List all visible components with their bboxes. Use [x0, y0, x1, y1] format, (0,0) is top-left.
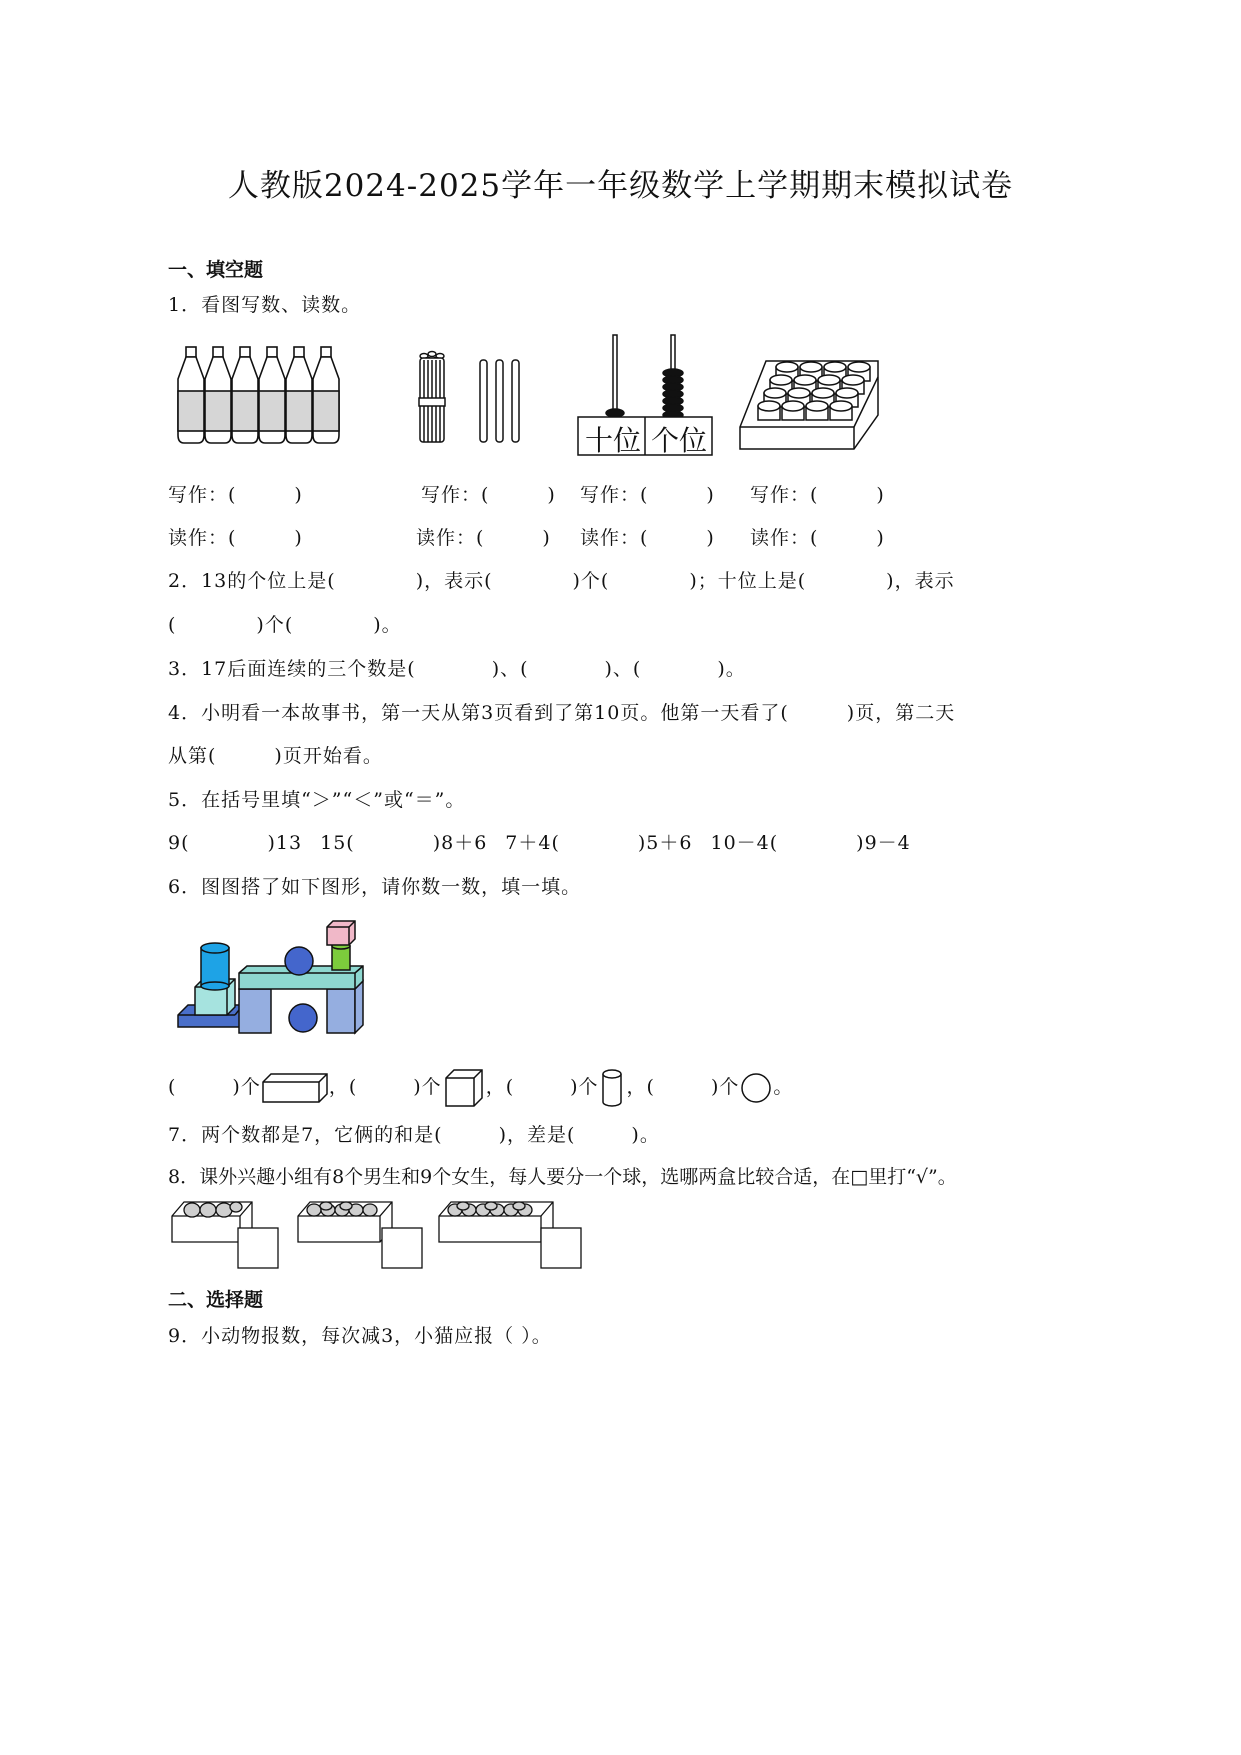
ball-box-1 [170, 1198, 282, 1270]
question-5-items: 9( )13 15( )8＋6 7＋4( )5＋6 10－4( )9－4 [168, 832, 911, 854]
question-6-answers: ( )个 ，( )个 ，( )个 ，( )个 。 [168, 1068, 793, 1108]
checkbox-1 [238, 1228, 278, 1268]
section-heading-fill-blank: 一、填空题 [168, 259, 264, 281]
question-6-stem: 6．图图搭了如下图形，请你数一数，填一填。 [168, 876, 582, 898]
question-4-line-2: 从第( )页开始看。 [168, 745, 383, 767]
ball-box-3 [437, 1198, 585, 1270]
bottle-group [178, 347, 339, 443]
question-2-line-2: ( )个( )。 [168, 614, 402, 636]
blocks-building-image [175, 915, 370, 1037]
question-9: 9．小动物报数，每次减3，小猫应报（ ）。 [168, 1325, 552, 1347]
question-8-stem: 8．课外兴趣小组有8个男生和9个女生，每人要分一个球，选哪两盒比较合适，在□里打“√”。 [168, 1166, 957, 1188]
cube-icon [442, 1068, 486, 1108]
question-1-stem: 1．看图写数、读数。 [168, 294, 362, 316]
question-5-stem: 5．在括号里填“＞”“＜”或“＝”。 [168, 789, 466, 811]
q1-write-2: 写作：( ) [421, 484, 556, 506]
question-7: 7．两个数都是7，它俩的和是( )，差是( )。 [168, 1124, 660, 1146]
question-2-line-1: 2．13的个位上是( )，表示( )个( )；十位上是( )，表示 [168, 570, 955, 592]
q1-write-3: 写作：( ) [580, 484, 715, 506]
bottles-image [175, 345, 345, 450]
abacus-tens-label: 十位 [584, 424, 641, 457]
q1-read-1: 读作：( ) [168, 527, 303, 549]
ball-box-2 [296, 1198, 426, 1270]
sticks-image [410, 348, 530, 448]
cylinder-box-image [738, 355, 883, 455]
checkbox-2 [382, 1228, 422, 1268]
q1-write-1: 写作：( ) [168, 484, 303, 506]
cylinder-icon [599, 1068, 627, 1108]
abacus-ones-label: 个位 [650, 424, 707, 457]
q1-read-4: 读作：( ) [750, 527, 885, 549]
page-title: 人教版2024-2025学年一年级数学上学期期末模拟试卷 [227, 168, 1014, 204]
q1-read-3: 读作：( ) [580, 527, 715, 549]
q1-write-4: 写作：( ) [750, 484, 885, 506]
q1-read-2: 读作：( ) [416, 527, 551, 549]
stick-bundle [419, 352, 445, 443]
question-4-line-1: 4．小明看一本故事书，第一天从第3页看到了第10页。他第一天看了( )页，第二天 [168, 702, 956, 724]
checkbox-3 [541, 1228, 581, 1268]
sphere-icon [739, 1071, 773, 1105]
question-3: 3．17后面连续的三个数是( )、( )、( )。 [168, 658, 746, 680]
cuboid-icon [261, 1072, 329, 1104]
section-heading-choice: 二、选择题 [168, 1289, 264, 1311]
